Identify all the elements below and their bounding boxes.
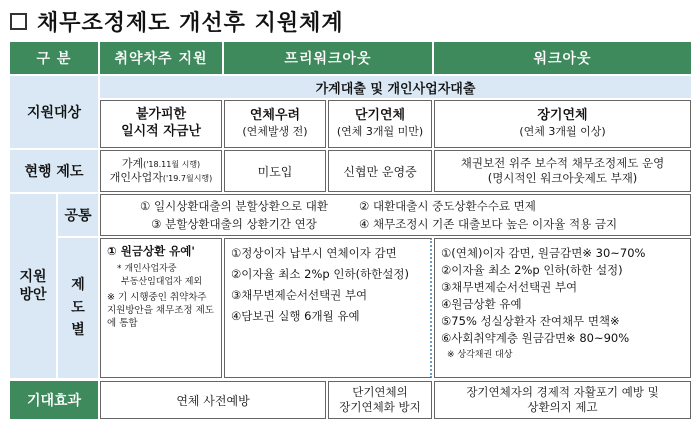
- row-label-current: 현행 제도: [10, 150, 98, 192]
- vulnerable-note-1: * 개인사업자중: [117, 264, 177, 274]
- by-system-vulnerable: [100, 238, 222, 378]
- target-type-short-term: [328, 100, 432, 148]
- effect-long-term: 장기연체자의 경제적 자활포기 예방 및 상환의지 제고: [434, 381, 691, 419]
- common-item: ③ 분할상환대출의 상환기간 연장: [151, 217, 317, 231]
- by-system-pre-workout: [224, 238, 432, 378]
- target-type-delinquency-risk: [224, 100, 326, 148]
- target-banner: 가계대출 및 개인사업자대출: [100, 76, 691, 98]
- common-item: ④ 채무조정시 기존 대출보다 높은 이자율 적용 금지: [359, 217, 618, 231]
- pre-workout-item: ③채무변제순서선택권 부여: [231, 288, 368, 302]
- common-row-2: [109, 215, 682, 233]
- common-item: ① 일시상환대출의 분할상환으로 대환: [140, 199, 328, 213]
- target-type-title: 불가피한: [135, 107, 187, 123]
- row-label-effect: 기대효과: [10, 381, 98, 419]
- by-system-workout: [434, 238, 691, 378]
- vulnerable-item-1: ① 원금상환 유예': [107, 244, 195, 258]
- pre-workout-item: ①정상이자 납부시 연체이자 감면: [231, 246, 397, 260]
- page-title: [10, 6, 344, 36]
- checkbox-square-icon: [10, 13, 27, 30]
- workout-item: ①(연체)이자 감면, 원금감면※ 30~70%: [441, 246, 646, 260]
- effect-short-term: 단기연체의 장기연체화 방지: [328, 381, 432, 419]
- current-pre-workout-risk: 미도입: [224, 150, 326, 192]
- target-type-title: 연체우려: [249, 108, 301, 124]
- target-type-title-2: 일시적 자금난: [121, 124, 201, 139]
- header-pre-workout: 프리워크아웃: [224, 42, 432, 74]
- header-workout: 워크아웃: [434, 42, 691, 74]
- current-business-line: 개인사업자('19.7월시행): [109, 171, 213, 184]
- target-type-unavoidable: [100, 100, 222, 148]
- current-household-line: 가계('18.11월 시행): [121, 156, 201, 170]
- vulnerable-note-2: 부동산임대업자 제외: [121, 277, 203, 287]
- workout-item: ⑤75% 성실상환자 잔여채무 면책※: [441, 314, 620, 328]
- support-common-box: [100, 194, 691, 236]
- support-common-label: 공통: [58, 194, 98, 236]
- header-vulnerable-support: 취약차주 지원: [100, 42, 222, 74]
- workout-item: ⑥사회취약계층 원금감면※ 80~90%: [441, 331, 630, 345]
- current-vulnerable: [100, 150, 222, 192]
- workout-item: ②이자율 최소 2%p 인하(하한 설정): [441, 263, 623, 277]
- target-type-sub: (연체 3개월 이상): [519, 125, 606, 139]
- current-workout-line2: (명시적인 워크아웃제도 부재): [487, 171, 638, 185]
- target-type-sub: (연체 3개월 미만): [336, 125, 424, 139]
- target-type-long-term: [434, 100, 691, 148]
- workout-item: ③채무변제순서선택권 부여: [441, 280, 578, 294]
- target-type-sub: (연체발생 전): [242, 125, 308, 139]
- row-label-target: 지원대상: [10, 76, 98, 148]
- effect-prevention: 연체 사전예방: [100, 381, 326, 419]
- target-type-title: 장기연체: [537, 108, 588, 124]
- common-row-1: [109, 197, 682, 215]
- target-type-title: 단기연체: [354, 108, 406, 124]
- support-by-system-label: 제 도 별: [58, 238, 98, 378]
- title-text: 채무조정제도 개선후 지원체계: [37, 9, 344, 36]
- pre-workout-item: ②이자율 최소 2%p 인하(하한설정): [231, 267, 409, 281]
- current-pre-workout-short: 신협만 운영중: [328, 150, 432, 192]
- pre-workout-item: ④담보권 실행 6개월 유예: [231, 309, 360, 323]
- workout-note: ※ 상각채권 대상: [447, 350, 513, 360]
- current-workout: [434, 150, 691, 192]
- header-category: 구 분: [10, 42, 98, 74]
- current-workout-line1: 채권보전 위주 보수적 채무조정제도 운영: [460, 156, 665, 171]
- common-item: ② 대환대출시 중도상환수수료 면제: [359, 199, 536, 213]
- workout-item: ④원금상환 유예: [441, 297, 522, 311]
- vulnerable-note-3: ※ 기 시행중인 취약차주 지원방안을 채무조정 제도에 통합: [107, 292, 214, 329]
- row-label-support: 지원 방안: [10, 194, 56, 378]
